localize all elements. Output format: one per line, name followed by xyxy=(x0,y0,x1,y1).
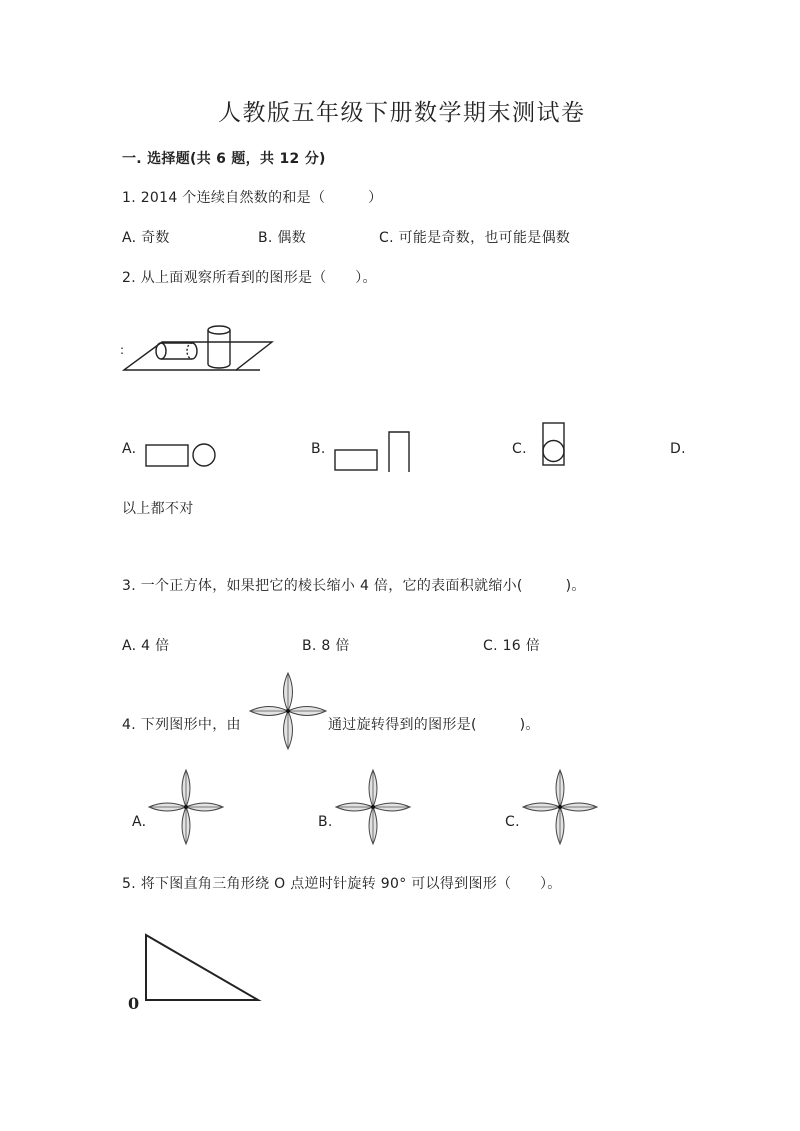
page-title: 人教版五年级下册数学期末测试卷 xyxy=(218,100,586,126)
right-triangle-figure xyxy=(140,930,270,1006)
q1-option-a: A. 奇数 xyxy=(122,230,170,246)
q2-option-d-text: 以上都不对 xyxy=(122,501,194,517)
q2-option-c: C. xyxy=(512,441,527,457)
option-a-rectangle-and-circle xyxy=(144,440,218,470)
section-heading: 一. 选择题(共 6 题，共 12 分) xyxy=(122,151,326,167)
question-4-stem-start: 4. 下列图形中，由 xyxy=(122,717,241,733)
q3-option-a: A. 4 倍 xyxy=(122,638,170,654)
q2-option-b: B. xyxy=(311,441,326,457)
q3-option-c: C. 16 倍 xyxy=(483,638,541,654)
point-o-label: 0 xyxy=(128,994,140,1013)
q4-option-c: C. xyxy=(505,814,520,830)
question-2-stem: 2. 从上面观察所看到的图形是（ ）。 xyxy=(122,270,377,286)
q2-option-d: D. xyxy=(670,441,686,457)
q4-option-a: A. xyxy=(132,814,147,830)
question-1-stem: 1. 2014 个连续自然数的和是（ ） xyxy=(122,190,383,206)
q2-option-a: A. xyxy=(122,441,137,457)
q3-option-b: B. 8 倍 xyxy=(302,638,350,654)
option-b-petal-figure xyxy=(335,769,415,849)
option-b-rectangle-and-arch xyxy=(333,428,413,474)
q4-option-b: B. xyxy=(318,814,333,830)
q1-option-b: B. 偶数 xyxy=(258,230,307,246)
q1-option-c: C. 可能是奇数，也可能是偶数 xyxy=(379,230,571,246)
option-a-petal-figure xyxy=(148,769,228,849)
question-5-stem: 5. 将下图直角三角形绕 O 点逆时针旋转 90° 可以得到图形（ ）。 xyxy=(122,876,562,892)
cylinders-on-table-figure xyxy=(118,318,278,376)
question-4-stem-end: 通过旋转得到的图形是( )。 xyxy=(328,717,540,733)
option-c-square-with-circle xyxy=(540,420,570,468)
figure-mark: : xyxy=(120,343,125,357)
option-c-petal-figure xyxy=(522,769,602,849)
petal-shape-figure xyxy=(248,671,328,751)
question-3-stem: 3. 一个正方体，如果把它的棱长缩小 4 倍，它的表面积就缩小( )。 xyxy=(122,578,586,594)
